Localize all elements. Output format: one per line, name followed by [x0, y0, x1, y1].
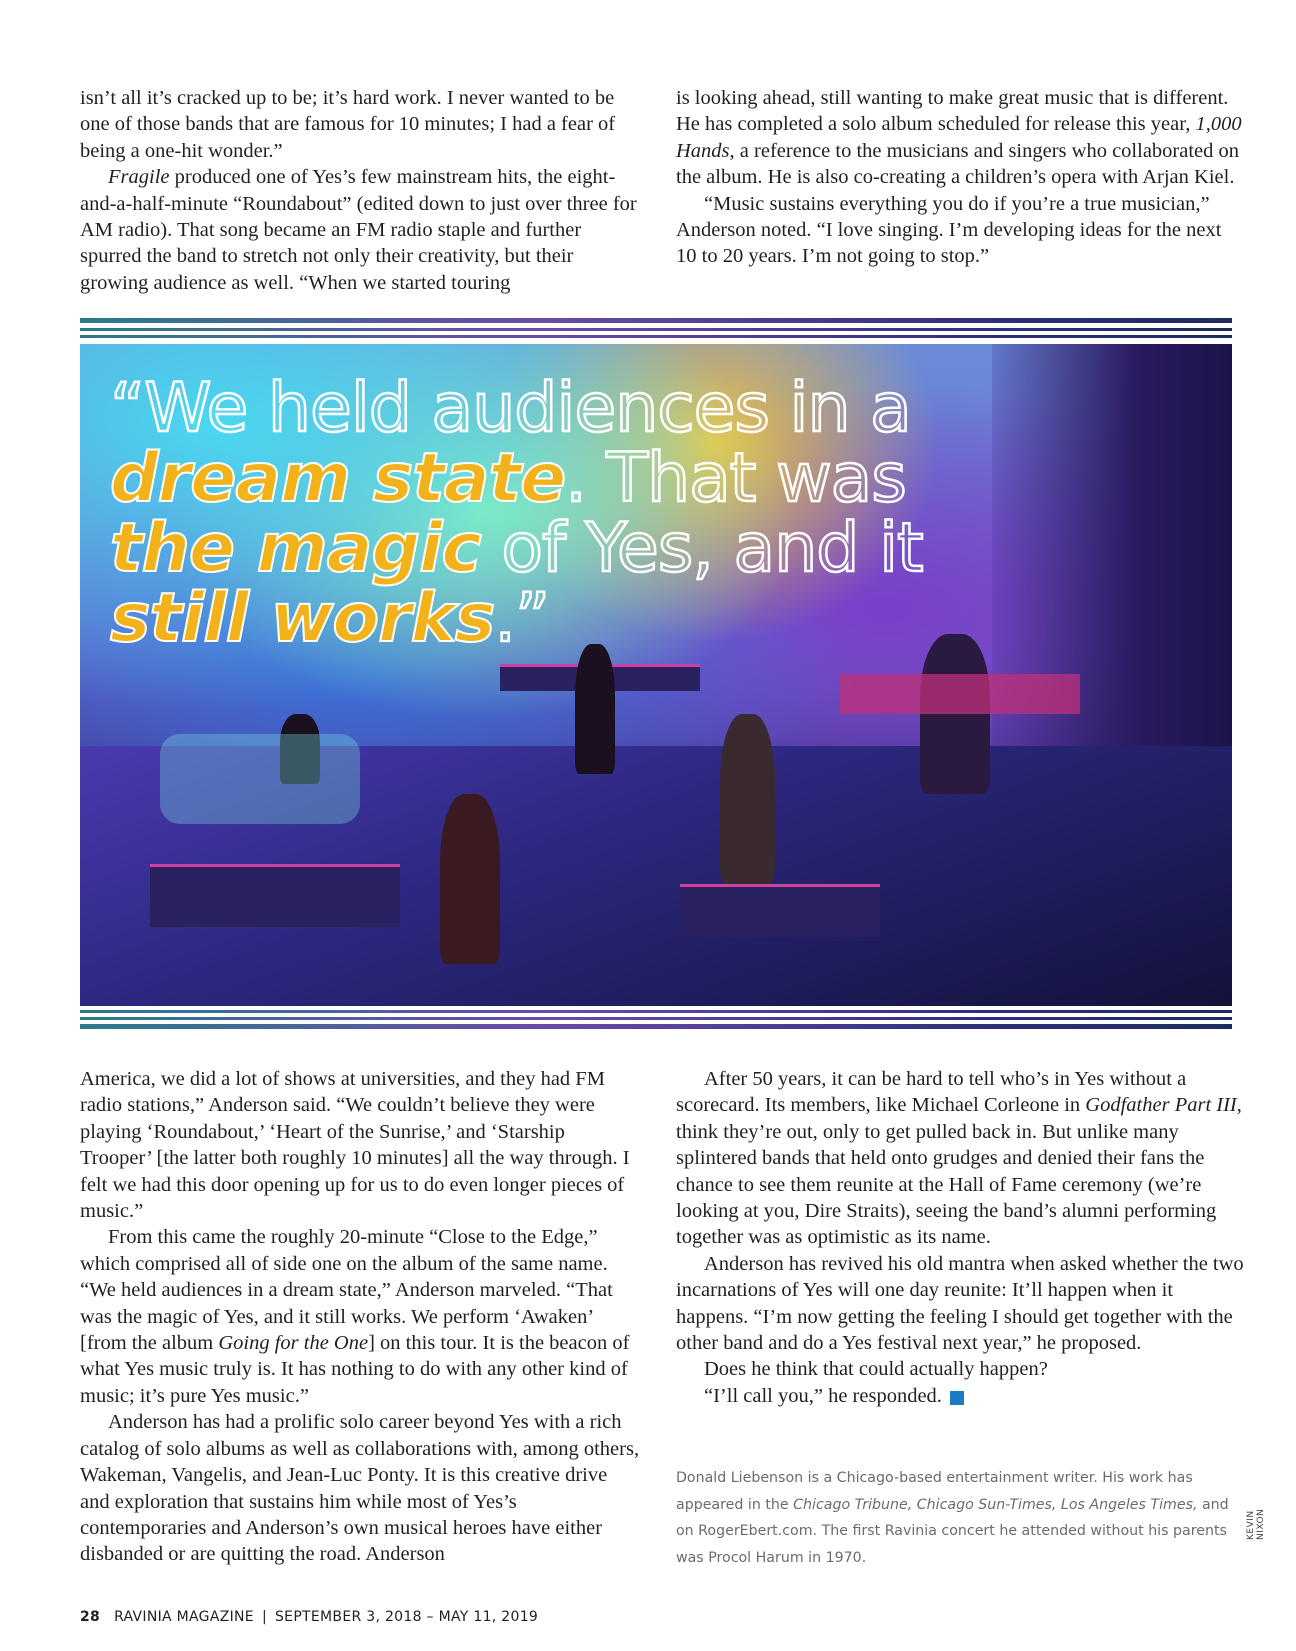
paragraph-text: From this came the roughly 20-minute “Close to the Edge,” which comprised all of side one on the album of the same name. “We held audiences in a dream state,” Anderson marveled. “That was the magic of Yes, and it still works. We perform ‘Awaken’ [from the album	[80, 1226, 613, 1355]
photo-stage-riser	[680, 884, 880, 937]
paragraph: “Music sustains everything you do if you’re a true musician,” Anderson noted. “I love singing. I’m developing ideas for the next 10 to 20 years. I’m not going to stop.”	[676, 192, 1222, 268]
decorative-stripe	[80, 1017, 1232, 1020]
top-left-column	[80, 85, 640, 296]
pull-quote-text: “We held audiences in a	[110, 369, 911, 448]
pull-quote	[110, 369, 930, 658]
photo-drum-riser	[150, 864, 400, 927]
decorative-stripe	[80, 328, 1232, 331]
paragraph	[80, 1224, 640, 1409]
magazine-name: RAVINIA MAGAZINE	[114, 1609, 254, 1625]
pull-quote-highlight: dream state	[110, 439, 566, 518]
photo-guitarist	[440, 794, 500, 964]
pull-quote-text: of Yes, and it	[480, 509, 923, 588]
paragraph: Anderson has had a prolific solo career beyond Yes with a rich catalog of solo albums as well as collaborations with, among others, Wakeman, Vangelis, and Jean-Luc Ponty. It is this creative drive and exploration that sustains him while most of Yes’s contemporaries and Anderson’s own musical heroes have either disbanded or are quitting the road. Anderson	[80, 1411, 640, 1566]
bio-publications: Chicago Tribune, Chicago Sun-Times, Los Angeles Times,	[793, 1496, 1198, 1513]
album-title: Fragile	[108, 166, 170, 189]
pull-quote-text: . That was	[565, 439, 906, 518]
bottom-left-column	[80, 1066, 640, 1568]
bio-text: Donald Liebenson is a Chicago-based entertainment writer. His work has appeared in the	[676, 1470, 1193, 1513]
decorative-stripe	[80, 335, 1232, 338]
photo-singer	[720, 714, 775, 884]
photo-credit: KEVIN NIXON	[1246, 1508, 1266, 1540]
paragraph: America, we did a lot of shows at universities, and they had FM radio stations,” Anderson said. “We couldn’t believe they were playing ‘Roundabout,’ ‘Heart of the Sunrise,’ and ‘Starship Trooper’ [the latter both roughly 10 minutes] all the way through. I felt we had this door opening up for us to do even longer pieces of music.”	[80, 1068, 630, 1223]
bio-text: and on RogerEbert.com. The first Ravinia concert he attended without his parents was Procol Harum in 1970.	[676, 1496, 1229, 1566]
paragraph-text: is looking ahead, still wanting to make great music that is different. He has completed a solo album scheduled for release this year,	[676, 87, 1229, 136]
pull-quote-highlight: still works	[110, 579, 495, 658]
decorative-stripe	[80, 1010, 1232, 1013]
paragraph: Does he think that could actually happen?	[704, 1358, 1048, 1381]
album-title: Going for the One	[218, 1332, 369, 1355]
concert-photo-block	[80, 318, 1232, 1034]
paragraph-text: “I’ll call you,” he responded.	[704, 1384, 942, 1407]
paragraph: Anderson has revived his old mantra when asked whether the two incarnations of Yes will one day reunite: It’ll happen when it happens. “I’m now getting the feeling I should get together with the other band and do a Yes festival next year,” he proposed.	[676, 1252, 1244, 1355]
album-title: 1,000 Hands	[676, 113, 1242, 162]
concert-photo	[80, 344, 1232, 1006]
paragraph	[80, 164, 640, 296]
pull-quote-text: .”	[494, 579, 550, 658]
decorative-stripe	[80, 318, 1232, 323]
top-right-column	[676, 85, 1246, 270]
page-footer	[80, 1609, 538, 1625]
paragraph-text: , a reference to the musicians and singers who collaborated on the album. He is also co-creating a children’s opera with Arjan Kiel.	[676, 139, 1240, 189]
film-title: Godfather Part III	[1085, 1094, 1237, 1117]
paragraph	[676, 85, 1246, 191]
paragraph: isn’t all it’s cracked up to be; it’s hard work. I never wanted to be one of those bands that are famous for 10 minutes; I had a fear of being a one-hit wonder.”	[80, 87, 616, 162]
issue-dates: SEPTEMBER 3, 2018 – MAY 11, 2019	[274, 1609, 539, 1625]
page-number: 28	[80, 1609, 101, 1625]
decorative-stripe	[80, 1024, 1232, 1029]
paragraph-text: , think they’re out, only to get pulled back in. But unlike many splintered bands that held onto grudges and denied their fans the chance to see them reunite at the Hall of Fame ceremony (we’re looking at you, Dire Straits), seeing the band’s alumni performing together was as optimistic as its name.	[676, 1094, 1242, 1249]
end-of-article-icon: R	[950, 1391, 964, 1405]
footer-separator: |	[261, 1609, 267, 1625]
photo-keyboardist	[920, 634, 990, 794]
photo-keyboard-rig	[840, 674, 1080, 714]
paragraph-text: ] on this tour. It is the beacon of what Yes music truly is. It has nothing to do with any other kind of music; it’s pure Yes music.”	[80, 1332, 630, 1407]
author-bio	[676, 1465, 1236, 1571]
photo-drum-kit	[160, 734, 360, 824]
paragraph-text: produced one of Yes’s few mainstream hits, the eight-and-a-half-minute “Roundabout” (edited down to just over three for AM radio). That song became an FM radio staple and further spurred the band to stretch not only their creativity, but their growing audience as well. “When we started touring	[80, 166, 637, 294]
paragraph	[676, 1383, 1246, 1409]
paragraph	[676, 1066, 1246, 1251]
paragraph-text: After 50 years, it can be hard to tell who’s in Yes without a scorecard. Its members, like Michael Corleone in	[676, 1068, 1187, 1117]
bottom-right-column	[676, 1066, 1246, 1409]
photo-bassist	[575, 644, 615, 774]
pull-quote-highlight: the magic	[110, 509, 481, 588]
